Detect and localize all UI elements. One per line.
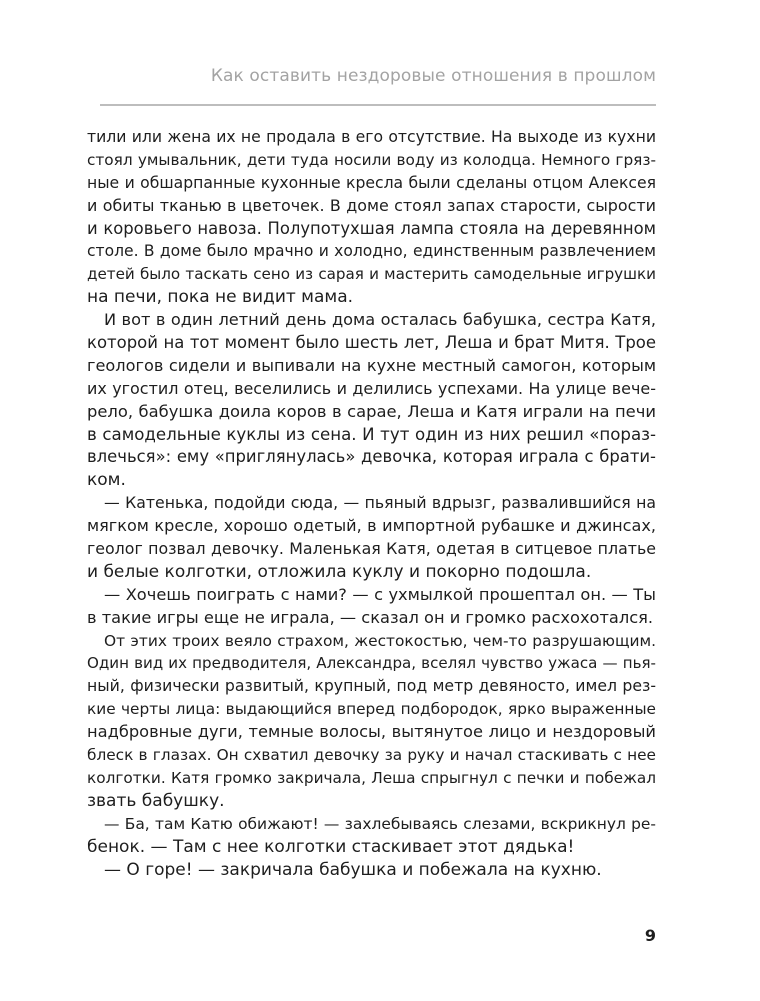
text-line: геологов сидели и выпивали на кухне местный самогон, которым: [87, 355, 656, 375]
text-line: и белые колготки, отложила куклу и покорно подошла.: [87, 561, 592, 582]
text-line: влечься»: ему «приглянулась» девочка, которая играла с брати-: [87, 447, 656, 467]
text-line: Один вид их предводителя, Александра, вселял чувство ужаса — пья-: [87, 654, 656, 673]
text-line: столе. В доме было мрачно и холодно, единственным развлечением: [87, 242, 656, 261]
text-line: геолог позвал девочку. Маленькая Катя, одетая в ситцевое платье: [87, 539, 656, 559]
text-line: — Ба, там Катю обижают! — захлебываясь слезами, вскрикнул ре-: [104, 814, 656, 833]
text-line: рело, бабушка доила коров в сарае, Леша и Катя играли на печи: [87, 401, 656, 421]
text-line: надбровные дуги, темные волосы, вытянутое лицо и нездоровый: [87, 722, 656, 742]
text-line: ные и обшарпанные кухонные кресла были сделаны отцом Алексея: [87, 172, 656, 192]
text-line: в такие игры еще не играла, — сказал он и громко расхохотался.: [87, 607, 654, 627]
text-line: и обиты тканью в цветочек. В доме стоял запах старости, сырости: [87, 195, 656, 215]
page-number: 9: [644, 926, 656, 945]
header-divider: [100, 104, 656, 106]
text-line: ный, физически развитый, крупный, под метр девяносто, имел рез-: [87, 676, 656, 696]
text-line: их угостил отец, веселились и делились успехами. На улице вече-: [87, 378, 656, 398]
running-header-title: Как оставить нездоровые отношения в прошлом: [210, 66, 656, 86]
text-line: ком.: [87, 470, 126, 491]
text-line: тили или жена их не продала в его отсутствие. На выходе из кухни: [87, 127, 656, 146]
text-line: — Катенька, подойди сюда, — пьяный вдрызг, развалившийся на: [104, 493, 656, 513]
text-line: звать бабушку.: [87, 790, 225, 811]
text-line: кие черты лица: выдающийся вперед подбородок, ярко выраженные: [87, 700, 656, 719]
text-line: — О горе! — закричала бабушка и побежала на кухню.: [104, 859, 602, 880]
text-line: блеск в глазах. Он схватил девочку за руку и начал стаскивать с нее: [87, 746, 656, 765]
text-line: детей было таскать сено из сарая и мастерить самодельные игрушки: [87, 265, 656, 284]
text-line: на печи, пока не видит мама.: [87, 287, 354, 308]
text-line: И вот в один летний день дома осталась бабушка, сестра Катя,: [104, 310, 656, 330]
text-line: — Хочешь поиграть с нами? — с ухмылкой прошептал он. — Ты: [104, 584, 656, 604]
text-line: бенок. — Там с нее колготки стаскивает этот дядька!: [87, 836, 575, 857]
text-line: мягком кресле, хорошо одетый, в импортной рубашке и джинсах,: [87, 516, 656, 536]
text-line: в самодельные куклы из сена. И тут один из них решил «пораз-: [87, 424, 656, 444]
body-text: [87, 126, 656, 881]
text-line: которой на тот момент было шесть лет, Леша и брат Митя. Трое: [87, 333, 656, 353]
text-line: стоял умывальник, дети туда носили воду из колодца. Немного гряз-: [87, 150, 656, 169]
text-line: и коровьего навоза. Полупотухшая лампа стояла на деревянном: [87, 218, 656, 238]
text-line: От этих троих веяло страхом, жестокостью, чем-то разрушающим.: [104, 631, 656, 650]
text-line: колготки. Катя громко закричала, Леша спрыгнул с печки и побежал: [87, 768, 656, 787]
